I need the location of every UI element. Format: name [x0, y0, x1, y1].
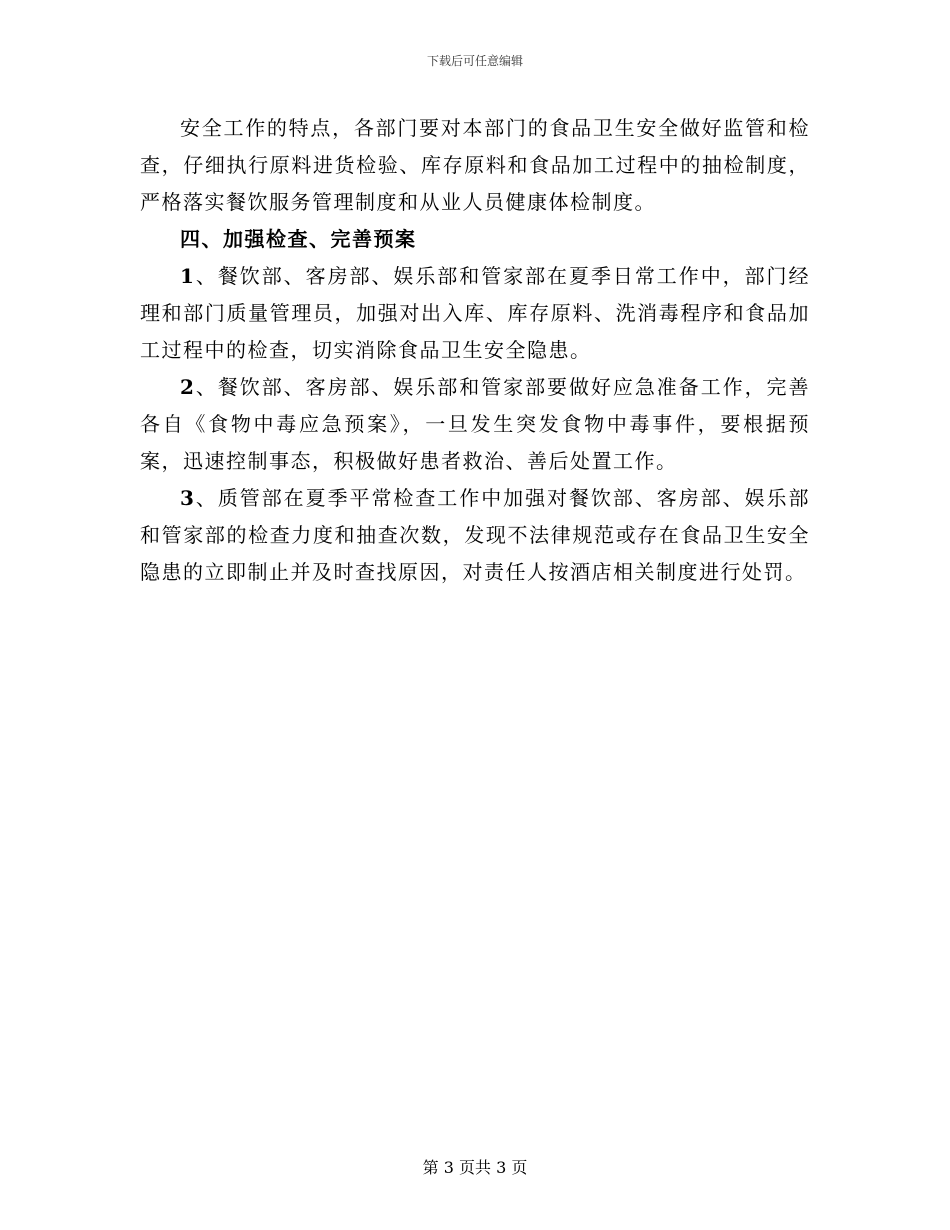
section-heading: 四、加强检查、完善预案: [180, 227, 417, 251]
item-number: 2: [180, 375, 196, 399]
item-number: 3: [180, 486, 196, 510]
paragraph-item-2: [140, 369, 810, 480]
item-number: 1: [180, 264, 196, 288]
document-body: [140, 110, 810, 591]
paragraph-item-1: [140, 258, 810, 369]
item-text: 、餐饮部、客房部、娱乐部和管家部要做好应急准备工作，完善各自《食物中毒应急预案》，一旦发生突发食物中毒事件，要根据预案，迅速控制事态，积极做好患者救治、善后处置工作。: [140, 375, 810, 473]
header-note: 下载后可任意编辑: [426, 54, 523, 68]
item-text: 、餐饮部、客房部、娱乐部和管家部在夏季日常工作中，部门经理和部门质量管理员，加强对出入库、库存原料、洗消毒程序和食品加工过程中的检查，切实消除食品卫生安全隐患。: [140, 264, 810, 362]
page-footer: 第 3 页共 3 页: [422, 1158, 528, 1177]
paragraph-item-3: [140, 480, 810, 591]
paragraph-safety-features: 安全工作的特点，各部门要对本部门的食品卫生安全做好监管和检查，仔细执行原料进货检验、库存原料和食品加工过程中的抽检制度，严格落实餐饮服务管理制度和从业人员健康体检制度。: [140, 116, 810, 214]
item-text: 、质管部在夏季平常检查工作中加强对餐饮部、客房部、娱乐部和管家部的检查力度和抽查次数，发现不法律规范或存在食品卫生安全隐患的立即制止并及时查找原因，对责任人按酒店相关制度进行处罚。: [140, 486, 810, 584]
